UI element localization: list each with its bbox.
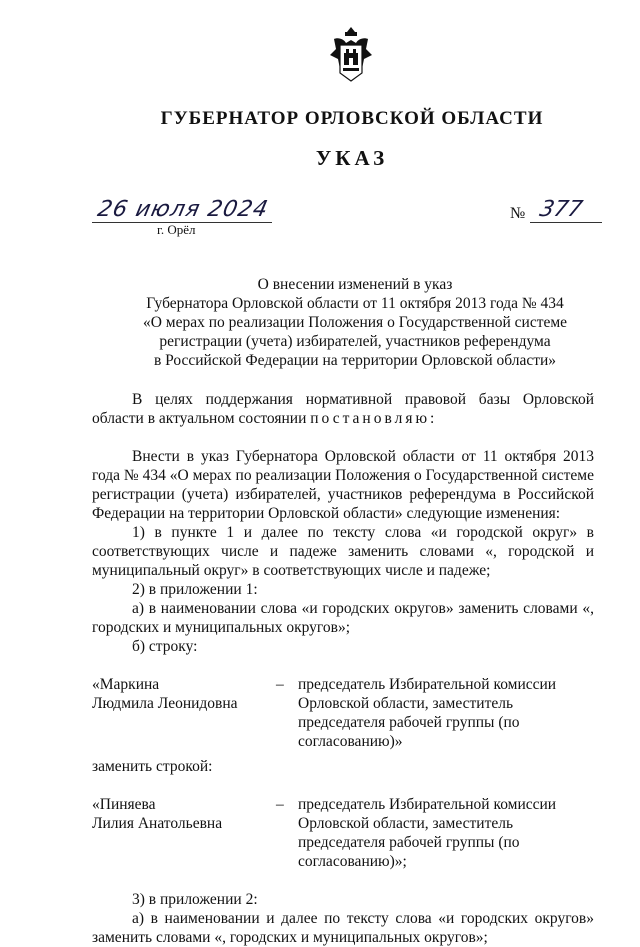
decree-subject: [100, 275, 610, 370]
subject-line: О внесении изменений в указ: [257, 276, 453, 293]
item-3a: а) в наименовании и далее по тексту слова «и городских округов» заменить словами «, городских и муниципальных округов»;: [92, 910, 594, 946]
item-2: 2) в приложении 1:: [132, 581, 258, 598]
old-member-row: [92, 675, 594, 751]
new-member-row: [92, 795, 594, 871]
subject-line: Губернатора Орловской области от 11 октября 2013 года № 434: [146, 295, 564, 312]
subject-line: регистрации (учета) избирателей, участников референдума: [159, 333, 551, 350]
new-member-name: [92, 795, 276, 871]
new-member-surname: «Пиняева: [92, 796, 156, 813]
item-2a: а) в наименовании слова «и городских округов» заменить словами «, городских и муниципальных округов»;: [92, 600, 594, 636]
replace-with-text: заменить строкой:: [92, 758, 213, 775]
decree-date: 26 июля 2024: [95, 197, 271, 222]
item-2b: б) строку:: [132, 638, 198, 655]
preamble-text: В целях поддержания нормативной правовой базы Орловской области в актуальном состоянии: [92, 391, 594, 427]
decree-number: 377: [537, 197, 585, 222]
number-underline: [530, 222, 602, 223]
item-1: 1) в пункте 1 и далее по тексту слова «и городской округ» в соответствующих числе и падеже заменить словами «, городской и муниципальный округ» в соответствующих числе и падеже;: [92, 524, 594, 579]
document-type: УКАЗ: [315, 146, 389, 170]
subject-line: «О мерах по реализации Положения о Государственной системе: [142, 314, 568, 331]
new-member-dash: –: [276, 796, 284, 813]
subject-line: в Российской Федерации на территории Орловской области»: [153, 352, 557, 369]
old-member-given-names: Людмила Леонидовна: [92, 695, 238, 712]
intro-paragraph: Внести в указ Губернатора Орловской области от 11 октября 2013 года № 434 «О мерах по реализации Положения о Государственной системе регистрации (учета) избирателей, участников референдума в Российской Федерации на территории Орловской области» следующие изменения:: [92, 448, 594, 522]
old-member-position: председатель Избирательной комиссии Орловской области, заместитель председателя рабочей группы (по согласованию)»: [298, 676, 557, 750]
old-member-surname: «Маркина: [92, 676, 160, 693]
number-label: №: [510, 205, 526, 222]
old-member-dash: –: [276, 676, 284, 693]
decree-body: [92, 390, 594, 947]
new-member-position: председатель Избирательной комиссии Орловской области, заместитель председателя рабочей группы (по согласованию)»;: [298, 796, 557, 870]
preamble-decree-word: постановляю:: [310, 410, 438, 427]
decree-city: г. Орёл: [157, 222, 196, 237]
authority-title: ГУБЕРНАТОР ОРЛОВСКОЙ ОБЛАСТИ: [160, 108, 544, 129]
orel-oblast-coat-of-arms-icon: [328, 25, 374, 85]
old-member-name: [92, 675, 276, 751]
item-3: 3) в приложении 2:: [132, 891, 258, 908]
new-member-given-names: Лилия Анатольевна: [92, 815, 223, 832]
preamble-paragraph: [92, 390, 594, 428]
